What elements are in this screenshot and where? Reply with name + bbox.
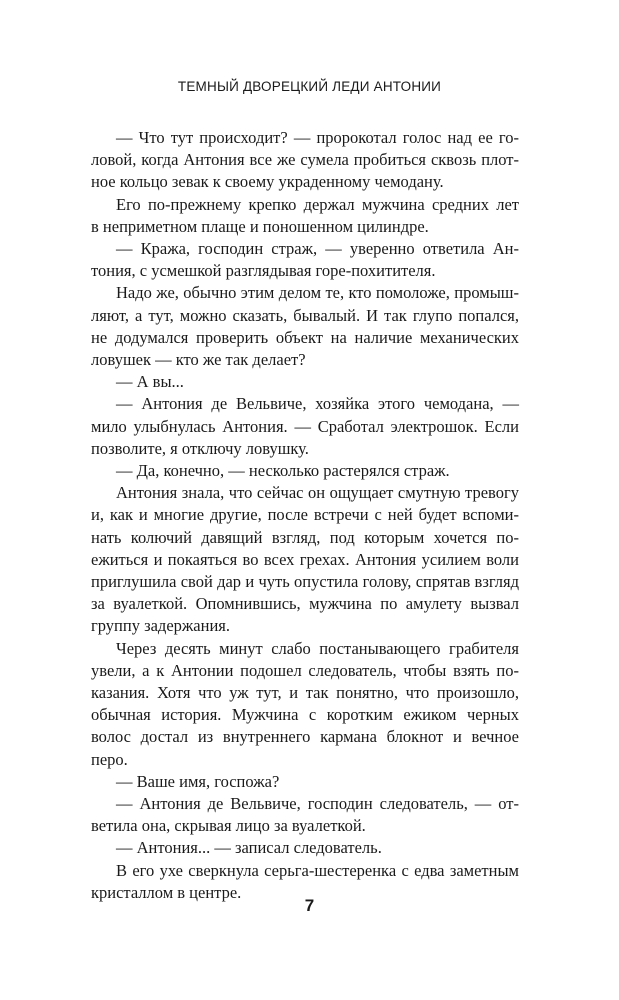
text-line: позволите, я отключу ловушку.	[91, 438, 309, 458]
text-line: нать колючий давящий взгляд, под которым хочется по-	[91, 527, 519, 547]
text-line: казания. Хотя что уж тут, и так понятно, что произошло,	[91, 683, 519, 702]
text-line: — Антония де Вельвиче, хозяйка этого чемодана, —	[116, 394, 519, 414]
text-line: мило улыбнулась Антония. — Сработал электрошок. Если	[91, 416, 519, 436]
text-line: В его ухе сверкнула серьга-шестеренка с едва заметным	[116, 860, 519, 880]
text-line: Его по-прежнему крепко держал мужчина средних лет	[116, 194, 519, 214]
text-line: тония, с усмешкой разглядывая горе-похитителя.	[91, 261, 436, 281]
text-line: ветила она, скрывая лицо за вуалеткой.	[91, 816, 366, 836]
text-line: волос достал из внутреннего кармана блокнот и вечное	[91, 727, 519, 747]
text-line: — А вы...	[116, 372, 184, 392]
text-line: ловой, когда Антония все же сумела пробиться сквозь плот-	[91, 150, 519, 170]
text-line: ежиться и покаяться во всех грехах. Антония усилием воли	[91, 549, 519, 569]
text-line: не додумался проверить объект на наличие механических	[91, 327, 519, 347]
text-line: в неприметном плаще и поношенном цилиндре.	[91, 216, 429, 236]
text-line: кристаллом в центре.	[91, 882, 242, 902]
text-line: — Что тут происходит? — пророкотал голос над ее го-	[116, 128, 519, 147]
text-line: ляют, а тут, можно сказать, бывалый. И так глупо попался,	[91, 305, 519, 325]
page-number: 7	[304, 896, 315, 915]
text-line: группу задержания.	[91, 616, 230, 636]
text-line: — Да, конечно, — несколько растерялся страж.	[116, 461, 450, 480]
text-line: приглушила свой дар и чуть опустила голову, спрятав взгляд	[91, 572, 519, 591]
text-line: — Антония... — записал следователь.	[116, 838, 382, 858]
text-line: ное кольцо зевак к своему украденному чемодану.	[91, 172, 444, 192]
text-line: ловушек — кто же так делает?	[91, 350, 306, 369]
text-line: — Ваше имя, госпожа?	[116, 771, 280, 791]
text-line: Надо же, обычно этим делом те, кто помоложе, промыш-	[116, 283, 519, 303]
text-line: увели, а к Антонии подошел следователь, чтобы взять по-	[91, 660, 519, 680]
text-line: Через десять минут слабо постанывающего грабителя	[116, 638, 519, 658]
text-line: обычная история. Мужчина с коротким ежиком черных	[91, 705, 519, 725]
text-line: за вуалеткой. Опомнившись, мужчина по амулету вызвал	[91, 594, 519, 614]
text-line: Антония знала, что сейчас он ощущает смутную тревогу	[116, 483, 519, 503]
text-line: и, как и многие другие, после встречи с ней будет вспоми-	[91, 505, 519, 525]
text-line: — Кража, господин страж, — уверенно ответила Ан-	[116, 239, 519, 258]
running-head: ТЕМНЫЙ ДВОРЕЦКИЙ ЛЕДИ АНТОНИИ	[177, 79, 442, 94]
body-text	[0, 127, 619, 907]
text-line: — Антония де Вельвиче, господин следователь, — от-	[116, 794, 519, 813]
text-line: перо.	[91, 749, 128, 769]
